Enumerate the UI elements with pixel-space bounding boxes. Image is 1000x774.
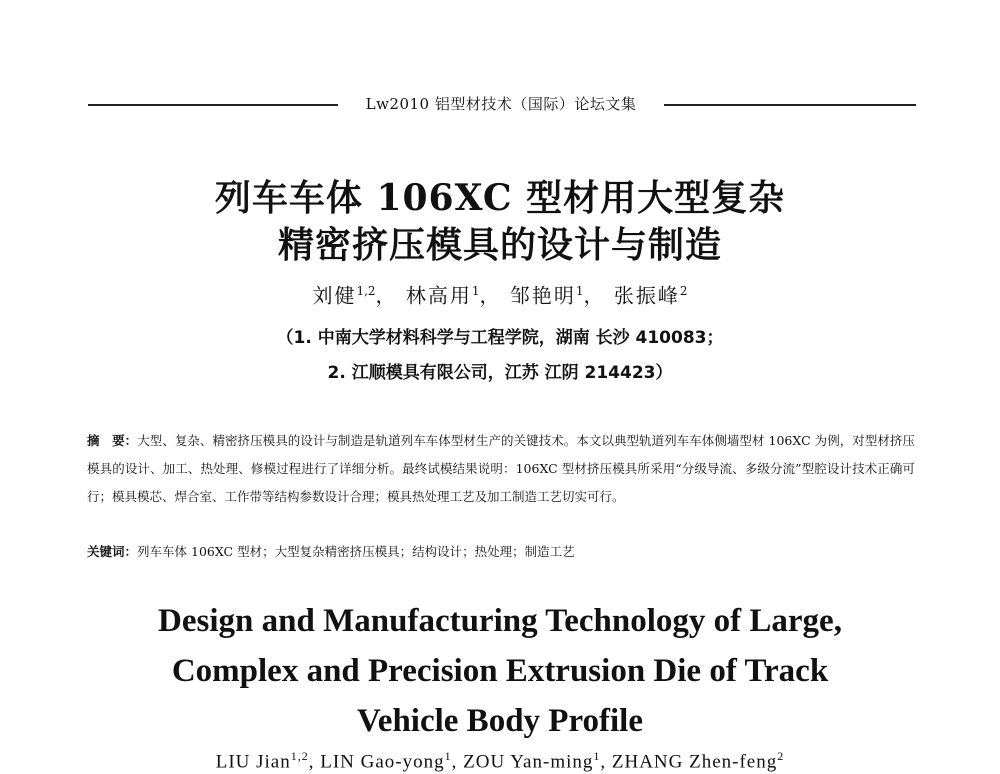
chinese-authors: [0, 277, 1000, 310]
author-separator: ，: [583, 283, 606, 308]
author-separator: ，: [375, 283, 398, 308]
author-name: 林高用: [405, 283, 472, 308]
author-affiliation-mark: 1,2: [290, 749, 309, 763]
author-affiliation-mark: 2: [777, 749, 785, 763]
author-name: 张振峰: [613, 283, 680, 308]
running-header: [0, 93, 1000, 117]
header-rule-right: [664, 104, 916, 106]
author-name: ZHANG Zhen-feng: [611, 751, 778, 773]
affiliation-line-1: （1. 中南大学材料科学与工程学院，湖南 长沙 410083；: [276, 328, 724, 348]
author-affiliation-mark: 1: [593, 749, 601, 763]
english-title-line-3: Vehicle Body Profile: [357, 703, 643, 739]
english-title-line-2: Complex and Precision Extrusion Die of Track: [171, 653, 829, 689]
author-separator: ,: [600, 751, 612, 773]
header-text: Lw2010 铝型材技术（国际）论坛文集: [365, 95, 637, 113]
english-title-line-1: Design and Manufacturing Technology of Large,: [158, 603, 842, 639]
keywords-text: 列车车体 106XC 型材；大型复杂精密挤压模具；结构设计；热处理；制造工艺: [137, 544, 575, 559]
chinese-title-line-1: 列车车体 106XC 型材用大型复杂: [214, 177, 786, 219]
abstract: [87, 427, 915, 511]
chinese-title-line-2: 精密挤压模具的设计与制造: [277, 224, 722, 266]
author-affiliation-mark: 1: [575, 284, 584, 298]
author-separator: ,: [451, 751, 464, 773]
author-name: ZOU Yan-ming: [463, 751, 594, 773]
keywords: [87, 541, 915, 563]
author-affiliation-mark: 1: [471, 284, 480, 298]
author-name: LIN Gao-yong: [320, 751, 445, 773]
affiliation-line-2: 2. 江顺模具有限公司，江苏 江阴 214423）: [327, 363, 673, 383]
header-rule-left: [88, 104, 338, 106]
english-authors: [0, 744, 1000, 774]
author-affiliation-mark: 1,2: [356, 284, 376, 298]
abstract-label: 摘 要：: [87, 433, 138, 448]
author-affiliation-mark: 2: [679, 284, 688, 298]
abstract-text: 大型、复杂、精密挤压模具的设计与制造是轨道列车车体型材生产的关键技术。本文以典型轨道列车车体侧墙型材 106XC 为例，对型材挤压模具的设计、加工、热处理、修模过程进行了详细分析。最终试模结果说明：106XC 型材挤压模具所采用“分级导流、多级分流”型腔设计技术正确可行；模具模芯、焊合室、工作带等结构参数设计合理；模具热处理工艺及加工制造工艺切实可行。: [87, 433, 915, 504]
author-affiliation-mark: 1: [444, 749, 452, 763]
keywords-label: 关键词：: [87, 544, 138, 559]
author-name: 邹艳明: [509, 283, 576, 308]
author-name: 刘健: [312, 283, 357, 308]
author-name: LIU Jian: [215, 751, 291, 773]
author-separator: ，: [479, 283, 502, 308]
author-separator: ,: [308, 751, 321, 773]
